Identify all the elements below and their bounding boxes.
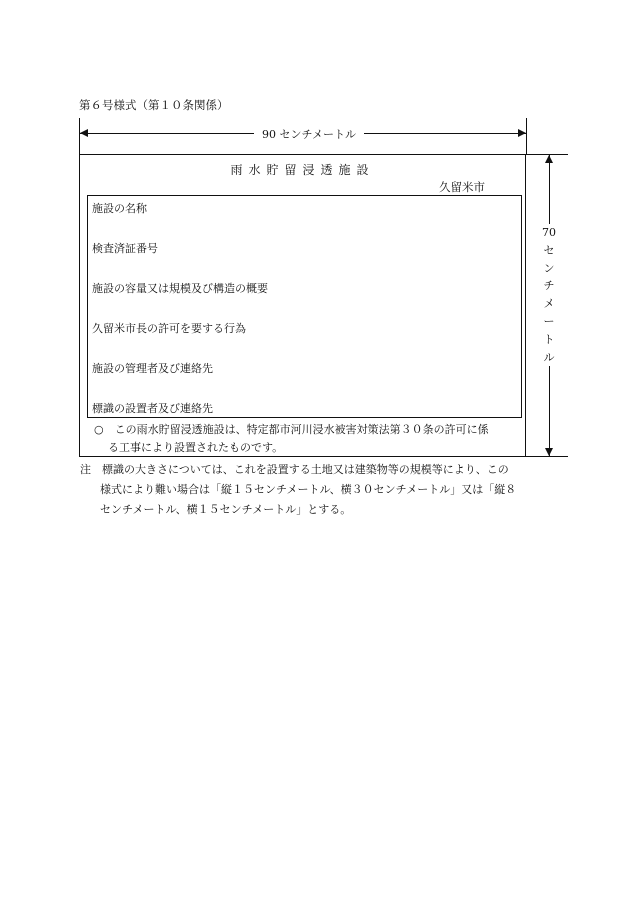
footnote-line: 注 標識の大きさについては、これを設置する土地又は建築物等の規模等により、この [80,463,509,476]
sign-city: 久留米市 [439,180,485,194]
sign-title: 雨水貯留浸透施設 [230,163,375,177]
height-label-char: 70 [542,226,556,239]
height-label-char: ル [543,350,555,364]
height-tick-bottom [526,456,568,457]
height-label-char: チ [543,279,555,293]
width-tick-right [526,118,527,154]
sign-note [94,421,524,457]
height-label-char: ト [543,332,555,346]
height-label-char: セ [543,243,555,257]
field-inspection-number: 検査済証番号 [92,242,158,255]
sign-board [79,154,526,457]
sign-note-line: る工事により設置されたものです。 [108,441,284,454]
field-permitted-acts: 久留米市長の許可を要する行為 [92,322,246,335]
field-sign-installer: 標識の設置者及び連絡先 [92,402,213,415]
height-label [538,224,560,366]
arrow-left-icon [80,129,88,137]
sign-fields-box [87,195,522,418]
footnote-line: 様式により難い場合は「縦１５センチメートル、横３０センチメートル」又は「縦８ [100,483,517,496]
arrow-down-icon [545,448,553,456]
width-label: 90 センチメートル [254,126,364,142]
field-facility-name: 施設の名称 [92,202,147,215]
footnote-line: センチメートル、横１５センチメートル」とする。 [100,503,352,516]
sign-note-line: ○ この雨水貯留浸透施設は、特定都市河川浸水被害対策法第３０条の許可に係 [94,423,489,436]
field-capacity-structure: 施設の容量又は規模及び構造の概要 [92,282,268,295]
arrow-up-icon [545,155,553,163]
form-title: 第６号様式（第１０条関係） [79,98,229,112]
footnote [80,460,550,520]
field-facility-manager: 施設の管理者及び連絡先 [92,362,213,375]
height-label-char: ン [543,261,555,275]
height-label-char: ー [543,314,555,328]
height-label-char: メ [543,297,555,311]
arrow-right-icon [518,129,526,137]
